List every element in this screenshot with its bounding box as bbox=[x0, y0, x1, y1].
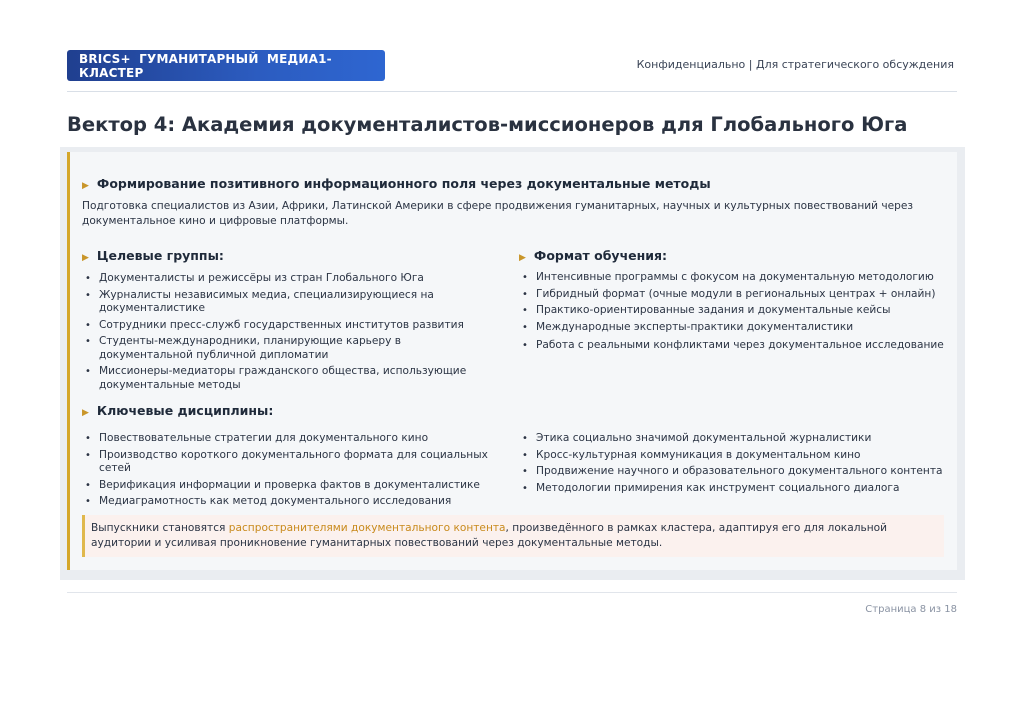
list-item: • Производство короткого документального формата для социальных сетей bbox=[82, 449, 502, 476]
list-item: • Международные эксперты-практики документалистики bbox=[519, 321, 949, 335]
confidentiality-note: Конфиденциально | Для стратегического обсуждения bbox=[636, 58, 954, 71]
list-item: • Практико-ориентированные задания и документальные кейсы bbox=[519, 304, 949, 318]
page-title: Вектор 4: Академия документалистов-миссионеров для Глобального Юга bbox=[67, 113, 908, 136]
list-item: • Студенты-международники, планирующие карьеру в документальной публичной дипломатии bbox=[82, 335, 492, 362]
list-item: • Работа с реальными конфликтами через документальное исследование bbox=[519, 339, 949, 353]
brand-label: BRICS+ ГУМАНИТАРНЫЙ МЕДИА1-КЛАСТЕР bbox=[79, 51, 332, 80]
disciplines-heading bbox=[82, 403, 273, 418]
section-lead-text: Формирование позитивного информационного поля через документальные методы bbox=[96, 176, 711, 191]
format-heading bbox=[519, 248, 667, 263]
callout-highlight: распространителями документального контента bbox=[228, 522, 506, 534]
section-lead bbox=[82, 176, 711, 191]
target-groups-list bbox=[82, 272, 492, 395]
format-heading-text: Формат обучения: bbox=[533, 248, 668, 263]
list-item: • Методологии примирения как инструмент социального диалога bbox=[519, 482, 949, 496]
list-item: • Интенсивные программы с фокусом на документальную методологию bbox=[519, 271, 949, 285]
list-item: • Этика социально значимой документальной журналистики bbox=[519, 432, 949, 446]
list-item: • Повествовательные стратегии для документального кино bbox=[82, 432, 502, 446]
callout-text-before: Выпускники становятся bbox=[91, 522, 229, 534]
footer-divider bbox=[67, 592, 957, 593]
triangle-bullet-icon: ▶ bbox=[82, 408, 89, 418]
disciplines-left-list bbox=[82, 432, 502, 512]
page-number: Страница 8 из 18 bbox=[865, 604, 957, 615]
header-divider bbox=[67, 91, 957, 92]
list-item: • Документалисты и режиссёры из стран Глобального Юга bbox=[82, 272, 492, 286]
list-item: • Медиаграмотность как метод документального исследования bbox=[82, 495, 502, 509]
list-item: • Продвижение научного и образовательного документального контента bbox=[519, 465, 949, 479]
section-intro: Подготовка специалистов из Азии, Африки, Латинской Америки в сфере продвижения гуманитарных, научных и культурных повествований через документальное кино и цифровые платформы. bbox=[82, 200, 914, 227]
list-item: • Кросс-культурная коммуникация в документальном кино bbox=[519, 449, 949, 463]
disciplines-heading-text: Ключевые дисциплины: bbox=[96, 403, 274, 418]
target-groups-heading bbox=[82, 248, 224, 263]
brand-badge bbox=[67, 50, 385, 81]
triangle-bullet-icon: ▶ bbox=[82, 181, 89, 191]
callout-text-after: , произведённого в рамках кластера, адаптируя его для локальной аудитории и усиливая проникновение гуманитарных повествований через документальные методы. bbox=[91, 522, 887, 549]
target-groups-heading-text: Целевые группы: bbox=[96, 248, 224, 263]
graduates-callout bbox=[82, 515, 944, 557]
list-item: • Миссионеры-медиаторы гражданского общества, использующие документальные методы bbox=[82, 365, 492, 392]
list-item: • Верификация информации и проверка фактов в документалистике bbox=[82, 479, 502, 493]
disciplines-right-list bbox=[519, 432, 949, 498]
list-item: • Сотрудники пресс-служб государственных институтов развития bbox=[82, 319, 492, 333]
list-item: • Журналисты независимых медиа, специализирующиеся на документалистике bbox=[82, 289, 492, 316]
triangle-bullet-icon: ▶ bbox=[82, 253, 89, 263]
format-list bbox=[519, 271, 949, 356]
list-item: • Гибридный формат (очные модули в региональных центрах + онлайн) bbox=[519, 288, 949, 302]
triangle-bullet-icon: ▶ bbox=[519, 253, 526, 263]
